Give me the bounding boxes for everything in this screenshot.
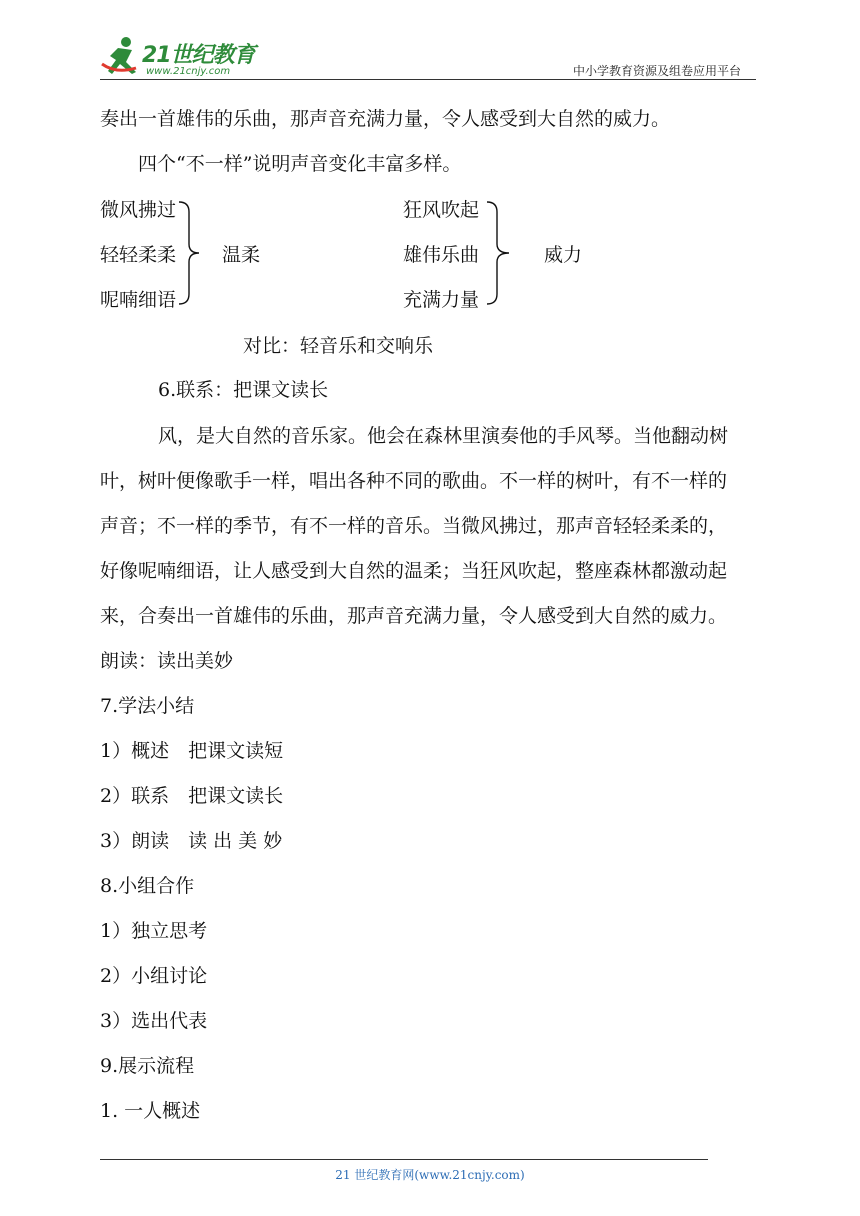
brace-right-item: 雄伟乐曲 [403,244,480,266]
section-heading: 6.联系：把课文读长 [158,379,329,401]
reading-note: 朗读：读出美妙 [100,650,234,672]
brace-left-result: 温柔 [222,244,261,266]
paragraph-line: 来，合奏出一首雄伟的乐曲，那声音充满力量，令人感受到大自然的威力。 [100,605,728,627]
list-item: 1）独立思考 [100,920,208,942]
right-brace-icon [485,200,519,306]
paragraph-line: 声音；不一样的季节，有不一样的音乐。当微风拂过，那声音轻轻柔柔的， [100,515,728,537]
list-item: 2）联系 把课文读长 [100,785,284,807]
body-line: 四个“不一样”说明声音变化丰富多样。 [138,153,462,175]
brace-right-item: 充满力量 [403,289,480,311]
right-brace-icon [177,200,211,306]
paragraph-line: 风，是大自然的音乐家。他会在森林里演奏他的手风琴。当他翻动树 [158,425,729,447]
contrast-note: 对比：轻音乐和交响乐 [243,335,434,357]
list-item: 3）选出代表 [100,1010,208,1032]
list-item: 1. 一人概述 [100,1100,201,1122]
footer-link[interactable]: 21 世纪教育网(www.21cnjy.com) [335,1168,525,1182]
footer-divider [100,1159,708,1160]
logo-url: www.21cnjy.com [146,66,231,77]
brace-left-item: 微风拂过 [100,199,177,221]
header-divider [100,79,756,80]
brace-left-item: 呢喃细语 [100,289,177,311]
section-heading: 9.展示流程 [100,1055,195,1077]
brace-right-result: 威力 [544,244,583,266]
brace-left-item: 轻轻柔柔 [100,244,177,266]
list-item: 1）概述 把课文读短 [100,740,284,762]
list-item: 2）小组讨论 [100,965,208,987]
logo-text: 21世纪教育 [142,43,255,68]
body-line: 奏出一首雄伟的乐曲，那声音充满力量，令人感受到大自然的威力。 [100,108,671,130]
section-heading: 7.学法小结 [100,695,195,717]
paragraph-line: 好像呢喃细语，让人感受到大自然的温柔；当狂风吹起，整座森林都激动起 [100,560,728,582]
list-item: 3）朗读 读 出 美 妙 [100,830,283,852]
brace-right-item: 狂风吹起 [403,199,480,221]
section-heading: 8.小组合作 [100,875,195,897]
paragraph-line: 叶，树叶便像歌手一样，唱出各种不同的歌曲。不一样的树叶，有不一样的 [100,470,728,492]
header-platform-title: 中小学教育资源及组卷应用平台 [573,64,742,78]
